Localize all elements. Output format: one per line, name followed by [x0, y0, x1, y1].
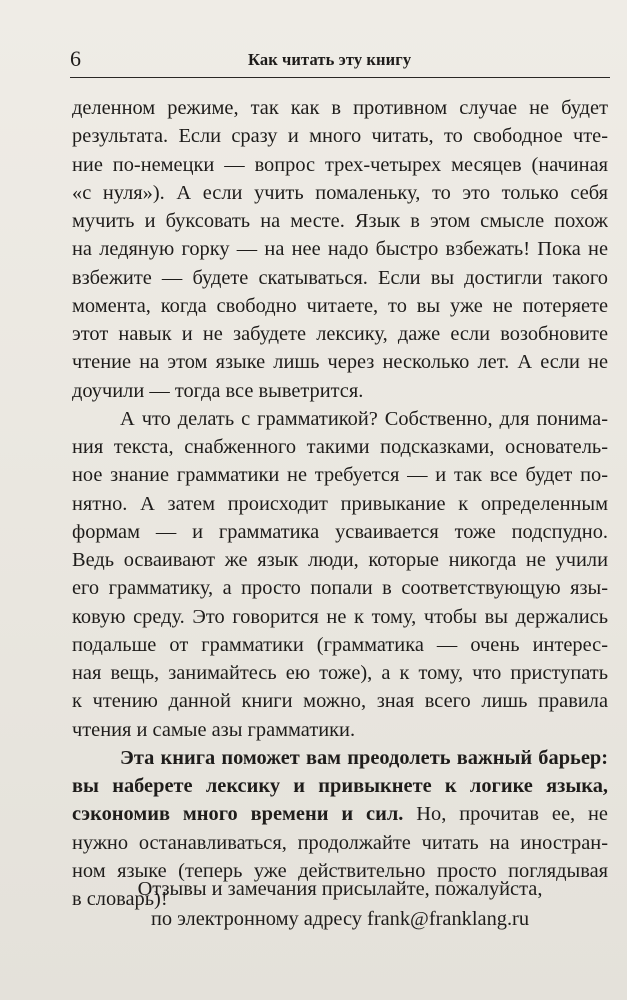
feedback-note [72, 874, 608, 934]
text-line: к чтению данной книги можно, зная всего лишь правила [72, 690, 608, 713]
text-line: доучили — тогда все выветрится. [72, 379, 364, 402]
text-line: момента, когда свободно читаете, то вы уже не потеряете [72, 294, 608, 317]
text-segment: Но, прочитав ее, не [403, 803, 608, 826]
text-line: нятно. А затем происходит привыкание к определенным [72, 492, 608, 515]
text-line: мучить и буксовать на месте. Язык в этом смысле похож [72, 210, 608, 232]
feedback-note-line: Отзывы и замечания присылайте, пожалуйста, [137, 878, 543, 900]
text-line: деленном режиме, так как в противном случае не будет [72, 97, 608, 119]
text-line [72, 829, 608, 857]
text-line: Ведь осваивают же язык люди, которые никогда не учили [72, 549, 608, 571]
bold-text-segment: Эта книга поможет вам преодолеть важный барьер: [120, 746, 608, 769]
text-line: «с нуля»). А если учить помаленьку, то это только себя [72, 181, 608, 204]
text-line [72, 772, 608, 800]
text-line: ние по-немецки — вопрос трех-четырех месяцев (начиная [72, 153, 608, 176]
text-line: подальше от грамматики (грамматика — очень интерес- [72, 633, 608, 656]
running-title: Как читать эту книгу [248, 50, 412, 69]
page-header [70, 44, 610, 80]
text-line: формам — и грамматика усваивается тоже подспудно. [72, 520, 608, 543]
header-rule [70, 77, 610, 78]
paragraph [72, 405, 608, 744]
text-line: чтения и самые азы грамматики. [72, 718, 356, 741]
text-line: ния текста, снабженного такими подсказками, основатель- [72, 436, 608, 458]
text-line: ковую среду. Это говорится не к тому, чтобы вы держались [72, 605, 608, 628]
paragraph [72, 94, 608, 405]
text-segment: нужно останавливаться, продолжайте читать на иностран- [72, 831, 608, 854]
text-line: ная вещь, занимайтесь ею тоже), а к тому, что приступать [72, 662, 608, 684]
text-line: А что делать с грамматикой? Собственно, для понима- [120, 407, 608, 430]
text-line: его грамматику, а просто попали в соответствующую язы- [72, 577, 608, 600]
text-line: результата. Если сразу и много читать, то свободное чте- [72, 125, 608, 148]
body-text [72, 94, 608, 913]
text-line: на ледяную горку — на нее надо быстро взбежать! Пока не [72, 238, 608, 261]
text-line [72, 744, 608, 772]
page-number: 6 [70, 46, 81, 71]
text-line [72, 800, 608, 828]
text-segment: ном языке (теперь уже действительно просто поглядывая [72, 859, 608, 882]
text-line: взбежите — будете скатываться. Если вы достигли такого [72, 266, 608, 289]
bold-text-segment: сэкономив много времени и сил. [72, 803, 404, 826]
text-line: ное знание грамматики не требуется — и так все будет по- [72, 464, 608, 487]
feedback-note-line: по электронному адресу frank@franklang.ru [150, 908, 530, 930]
text-line: чтение на этом языке лишь через несколько лет. А если не [72, 351, 608, 374]
text-line: этот навык и не забудете лексику, даже если возобновите [72, 323, 608, 345]
bold-text-segment: вы наберете лексику и привыкнете к логике языка, [72, 775, 608, 797]
text-segment: в словарь)! [72, 888, 168, 910]
